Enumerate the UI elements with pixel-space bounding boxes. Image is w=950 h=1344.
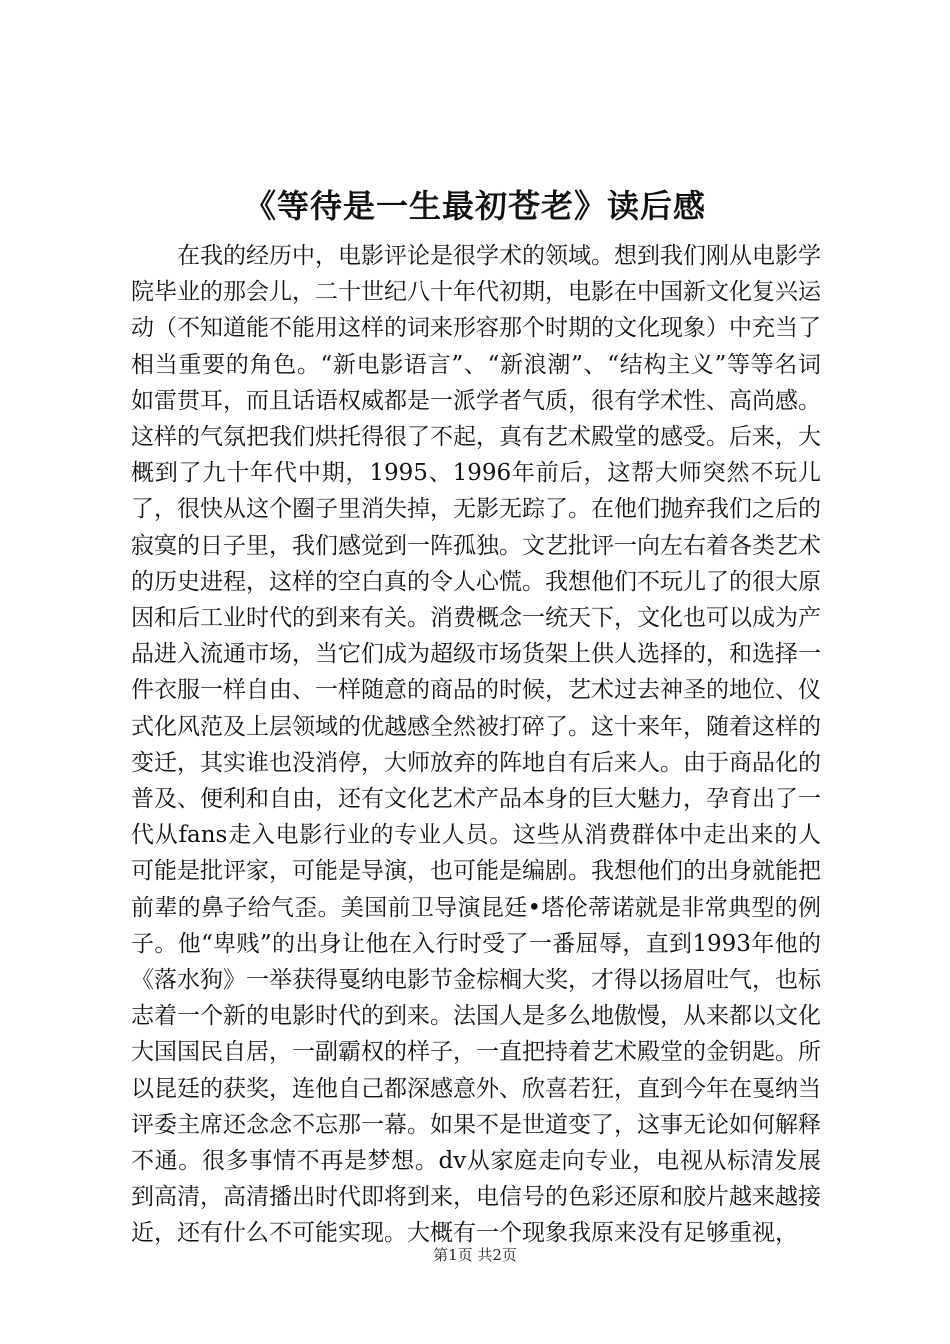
body-paragraph: 在我的经历中，电影评论是很学术的领域。想到我们刚从电影学院毕业的那会儿，二十世纪八十年代初期，电影在中国新文化复兴运动（不知道能不能用这样的词来形容那个时期的文化现象）中充当了相当重要的角色。“新电影语言”、“新浪潮”、“结构主义”等等名词如雷贯耳，而且话语权威都是一派学者气质，很有学术性、高尚感。这样的气氛把我们烘托得很了不起，真有艺术殿堂的感受。后来，大概到了九十年代中期，1995、1996年前后，这帮大师突然不玩儿了，很快从这个圈子里消失掉，无影无踪了。在他们抛弃我们之后的寂寞的日子里，我们感觉到一阵孤独。文艺批评一向左右着各类艺术的历史进程，这样的空白真的令人心慌。我想他们不玩儿了的很大原因和后工业时代的到来有关。消费概念一统天下，文化也可以成为产品进入流通市场，当它们成为超级市场货架上供人选择的，和选择一件衣服一样自由、一样随意的商品的时候，艺术过去神圣的地位、仪式化风范及上层领域的优越感全然被打碎了。这十来年，随着这样的变迁，其实谁也没消停，大师放弃的阵地自有后来人。由于商品化的普及、便利和自由，还有文化艺术产品本身的巨大魅力，孕育出了一代从fans走入电影行业的专业人员。这些从消费群体中走出来的人可能是批评家，可能是导演，也可能是编剧。我想他们的出身就能把前辈的鼻子给气歪。美国前卫导演昆廷•塔伦蒂诺就是非常典型的例子。他“卑贱”的出身让他在入行时受了一番屈辱，直到1993年他的《落水狗》一举获得戛纳电影节金棕榈大奖，才得以扬眉吐气，也标志着一个新的电影时代的到来。法国人是多么地傲慢，从来都以文化大国国民自居，一副霸权的样子，一直把持着艺术殿堂的金钥匙。所以昆廷的获奖，连他自己都深感意外、欣喜若狂，直到今年在戛纳当评委主席还念念不忘那一幕。如果不是世道变了，这事无论如何解释不通。很多事情不再是梦想。dv从家庭走向专业，电视从标清发展到高清，高清播出时代即将到来，电信号的色彩还原和胶片越来越接近，还有什么不可能实现。大概有一个现象我原来没有足够重视， xyxy=(131,243,821,1247)
page-number-footer: 第1页 共2页 xyxy=(433,1246,517,1264)
document-title: 《等待是一生最初苍老》读后感 xyxy=(243,187,706,225)
